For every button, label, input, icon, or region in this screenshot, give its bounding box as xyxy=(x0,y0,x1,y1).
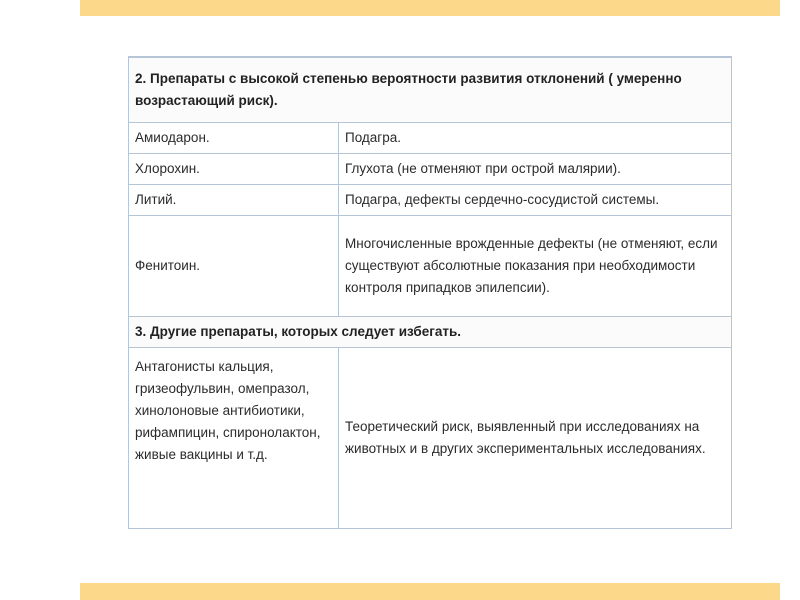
top-decorative-band xyxy=(80,0,780,16)
drug-name: Амиодарон. xyxy=(129,123,339,154)
table-row xyxy=(129,123,732,154)
table-row xyxy=(129,216,732,317)
section-3-header-row xyxy=(129,317,732,348)
drug-effect: Глухота (не отменяют при острой малярии). xyxy=(339,154,732,185)
section-2-header-row xyxy=(129,58,732,123)
table-row xyxy=(129,348,732,529)
drug-name: Фенитоин. xyxy=(129,216,339,317)
bottom-decorative-band xyxy=(80,583,780,600)
table-row xyxy=(129,154,732,185)
section-2-title: 2. Препараты с высокой степенью вероятности развития отклонений ( умеренно возрастающий риск). xyxy=(129,58,732,123)
drug-effect: Многочисленные врожденные дефекты (не отменяют, если существуют абсолютные показания при необходимости контроля припадков эпилепсии). xyxy=(339,216,732,317)
drug-name: Хлорохин. xyxy=(129,154,339,185)
drug-effect: Подагра, дефекты сердечно-сосудистой системы. xyxy=(339,185,732,216)
drug-effect: Теоретический риск, выявленный при исследованиях на животных и в других экспериментальных исследованиях. xyxy=(339,348,732,529)
table-row xyxy=(129,185,732,216)
drug-risk-table xyxy=(128,56,732,529)
drug-name: Антагонисты кальция, гризеофульвин, омепразол, хинолоновые антибиотики, рифампицин, спиронолактон, живые вакцины и т.д. xyxy=(129,348,339,529)
drug-name: Литий. xyxy=(129,185,339,216)
section-3-title: 3. Другие препараты, которых следует избегать. xyxy=(129,317,732,348)
drug-effect: Подагра. xyxy=(339,123,732,154)
